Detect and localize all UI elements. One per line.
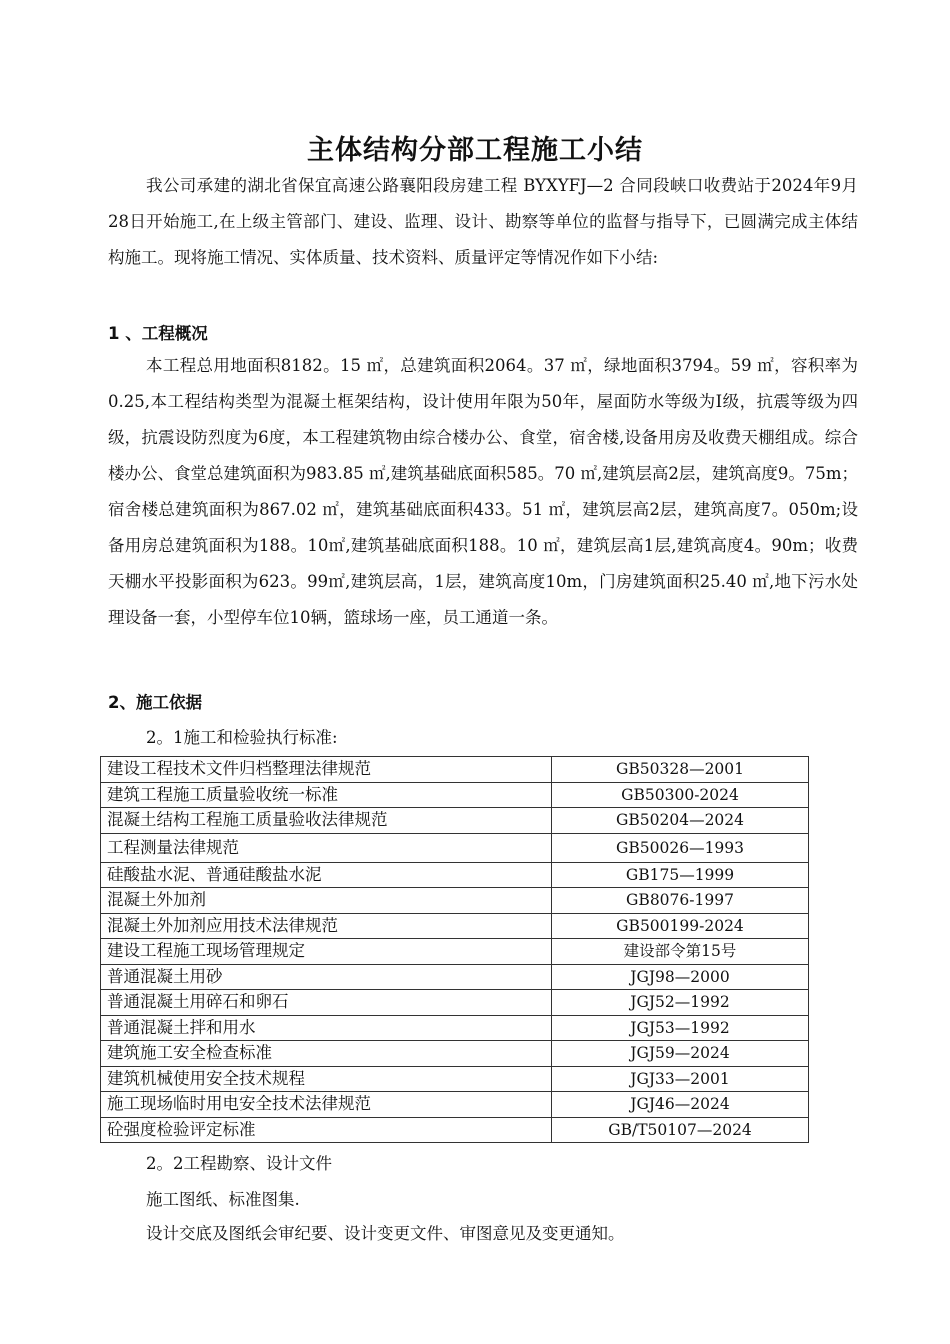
standard-code: GB50026—1993 <box>552 833 809 862</box>
table-row <box>101 964 809 990</box>
section1-heading: 1 、工程概况 <box>108 324 208 343</box>
section2-sub1: 2。1施工和检验执行标准: <box>146 728 338 747</box>
table-row <box>101 888 809 914</box>
table-row <box>101 808 809 834</box>
section1-block <box>108 348 858 636</box>
standard-code: GB50300-2024 <box>552 782 809 808</box>
standard-name: 建筑施工安全检查标准 <box>101 1041 552 1067</box>
standard-code: GB50328—2001 <box>552 757 809 783</box>
table-row <box>101 939 809 965</box>
design-docs-line1: 施工图纸、标准图集. <box>146 1190 300 1209</box>
standard-name: 施工现场临时用电安全技术法律规范 <box>101 1092 552 1118</box>
table-row <box>101 1041 809 1067</box>
table-row <box>101 1066 809 1092</box>
standard-name: 混凝土外加剂 <box>101 888 552 914</box>
standard-code: JGJ46—2024 <box>552 1092 809 1118</box>
table-row <box>101 990 809 1016</box>
table-row <box>101 1092 809 1118</box>
standard-name: 建筑工程施工质量验收统一标准 <box>101 782 552 808</box>
table-row <box>101 782 809 808</box>
section1-paragraph: 本工程总用地面积8182。15 ㎡，总建筑面积2064。37 ㎡，绿地面积3794。59 ㎡，容积率为0.25,本工程结构类型为混凝土框架结构，设计使用年限为50年，屋面防水等级为Ⅰ级，抗震等级为四级，抗震设防烈度为6度，本工程建筑物由综合楼办公、食堂，宿舍楼,设备用房及收费天棚组成。综合楼办公、食堂总建筑面积为983.85 ㎡,建筑基础底面积585。70 ㎡,建筑层高2层，建筑高度9。75m；宿舍楼总建筑面积为867.02 ㎡，建筑基础底面积433。51 ㎡，建筑层高2层，建筑高度7。050m;设备用房总建筑面积为188。10㎡,建筑基础底面积188。10 ㎡，建筑层高1层,建筑高度4。90m；收费天棚水平投影面积为623。99㎡,建筑层高，1层，建筑高度10m，门房建筑面积25.40 ㎡,地下污水处理设备一套，小型停车位10辆，篮球场一座，员工通道一条。 <box>108 356 858 627</box>
standard-name: 普通混凝土拌和用水 <box>101 1015 552 1041</box>
intro-paragraph: 我公司承建的湖北省保宜高速公路襄阳段房建工程 BYXYFJ—2 合同段峡口收费站于2024年9月28日开始施工,在上级主管部门、建设、监理、设计、勘察等单位的监督与指导下，已圆满完成主体结构施工。现将施工情况、实体质量、技术资料、质量评定等情况作如下小结: <box>108 176 858 267</box>
standard-code: JGJ53—1992 <box>552 1015 809 1041</box>
standard-name: 建设工程技术文件归档整理法律规范 <box>101 757 552 783</box>
table-row <box>101 913 809 939</box>
standard-code: JGJ59—2024 <box>552 1041 809 1067</box>
table-row <box>101 757 809 783</box>
standards-table <box>100 756 809 1143</box>
standard-code: GB8076-1997 <box>552 888 809 914</box>
standard-name: 工程测量法律规范 <box>101 833 552 862</box>
standard-code: GB175—1999 <box>552 862 809 888</box>
section2-heading: 2、施工依据 <box>108 693 202 712</box>
standard-name: 普通混凝土用碎石和卵石 <box>101 990 552 1016</box>
table-row <box>101 1015 809 1041</box>
standard-name: 建设工程施工现场管理规定 <box>101 939 552 965</box>
section2-sub2: 2。2工程勘察、设计文件 <box>146 1154 332 1173</box>
standard-code: GB500199-2024 <box>552 913 809 939</box>
page-title: 主体结构分部工程施工小结 <box>307 135 643 166</box>
standard-code: JGJ52—1992 <box>552 990 809 1016</box>
standard-name: 硅酸盐水泥、普通硅酸盐水泥 <box>101 862 552 888</box>
standard-code: GB/T50107—2024 <box>552 1117 809 1143</box>
design-docs-line2: 设计交底及图纸会审纪要、设计变更文件、审图意见及变更通知。 <box>146 1224 625 1243</box>
standard-code: GB50204—2024 <box>552 808 809 834</box>
standard-name: 混凝土外加剂应用技术法律规范 <box>101 913 552 939</box>
standard-name: 砼强度检验评定标准 <box>101 1117 552 1143</box>
table-row <box>101 862 809 888</box>
standard-name: 普通混凝土用砂 <box>101 964 552 990</box>
standard-name: 混凝土结构工程施工质量验收法律规范 <box>101 808 552 834</box>
intro-block <box>108 168 858 276</box>
standard-name: 建筑机械使用安全技术规程 <box>101 1066 552 1092</box>
standard-code: 建设部令第15号 <box>552 939 809 965</box>
standard-code: JGJ98—2000 <box>552 964 809 990</box>
table-row <box>101 1117 809 1143</box>
table-row <box>101 833 809 862</box>
standard-code: JGJ33—2001 <box>552 1066 809 1092</box>
